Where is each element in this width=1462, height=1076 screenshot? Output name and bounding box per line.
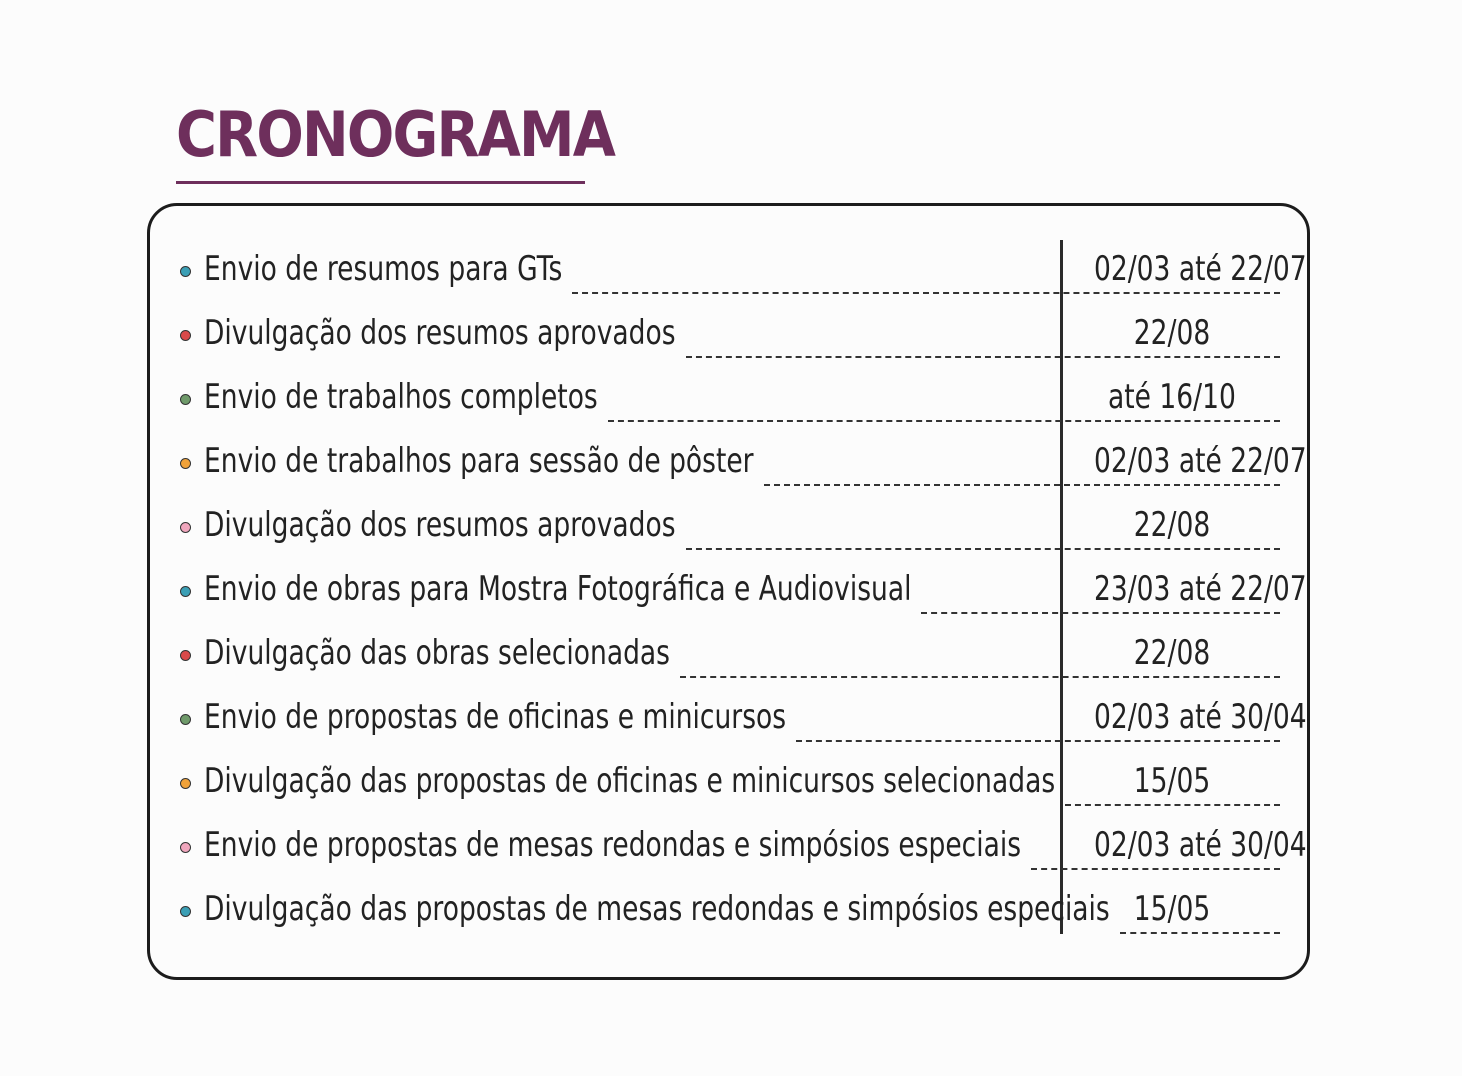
schedule-row — [180, 240, 1307, 304]
schedule-row — [180, 432, 1307, 496]
schedule-item-date — [1064, 824, 1307, 866]
schedule-row — [180, 816, 1307, 880]
title-underline — [176, 181, 585, 184]
bullet-dot-icon — [180, 458, 191, 469]
schedule-row — [180, 560, 1307, 624]
schedule-item-label: Divulgação das propostas de mesas redondas e simpósios especiais — [204, 889, 1110, 929]
bullet-dot-icon — [180, 266, 191, 277]
dotted-leader — [921, 612, 1280, 614]
bullet-dot-icon — [180, 394, 191, 405]
schedule-item-label: Envio de obras para Mostra Fotográfica e Audiovisual — [204, 569, 912, 609]
schedule-item-date — [1064, 568, 1307, 610]
schedule-item-label: Envio de trabalhos para sessão de pôster — [204, 441, 754, 481]
schedule-item-date — [1064, 696, 1307, 738]
page-title: CRONOGRAMA — [176, 98, 615, 171]
schedule-date-text: 22/08 — [1133, 633, 1211, 673]
bullet-dot-icon — [180, 330, 191, 341]
schedule-item-label: Divulgação das obras selecionadas — [204, 633, 670, 673]
dotted-leader — [608, 420, 1280, 422]
bullet-dot-icon — [180, 906, 191, 917]
bullet-dot-icon — [180, 522, 191, 533]
dotted-leader — [686, 548, 1280, 550]
schedule-date-text: 02/03 até 22/07 — [1093, 441, 1307, 481]
schedule-item-date — [1064, 440, 1307, 482]
schedule-row — [180, 304, 1280, 368]
bullet-dot-icon — [180, 714, 191, 725]
schedule-item-label: Envio de resumos para GTs — [204, 249, 563, 289]
schedule-item-label: Divulgação dos resumos aprovados — [204, 313, 676, 353]
schedule-row — [180, 624, 1280, 688]
schedule-row — [180, 688, 1307, 752]
dotted-leader — [796, 740, 1280, 742]
dotted-leader — [686, 356, 1280, 358]
schedule-date-text: 02/03 até 22/07 — [1093, 249, 1307, 289]
schedule-date-text: 22/08 — [1133, 313, 1211, 353]
schedule-row — [180, 752, 1280, 816]
schedule-row — [180, 880, 1280, 944]
schedule-date-text: 23/03 até 22/07 — [1093, 569, 1307, 609]
schedule-item-date — [1064, 312, 1280, 354]
schedule-date-text: até 16/10 — [1108, 377, 1236, 417]
schedule-item-date — [1064, 760, 1280, 802]
bullet-dot-icon — [180, 586, 191, 597]
schedule-date-text: 15/05 — [1133, 889, 1211, 929]
schedule-item-date — [1064, 504, 1280, 546]
schedule-date-text: 02/03 até 30/04 — [1093, 825, 1307, 865]
schedule-date-text: 02/03 até 30/04 — [1093, 697, 1307, 737]
schedule-date-text: 15/05 — [1133, 761, 1211, 801]
schedule-item-label: Divulgação das propostas de oficinas e minicursos selecionadas — [204, 761, 1056, 801]
schedule-date-text: 22/08 — [1133, 505, 1211, 545]
dotted-leader — [764, 484, 1280, 486]
schedule-row — [180, 368, 1280, 432]
schedule-row — [180, 496, 1280, 560]
schedule-item-label: Envio de trabalhos completos — [204, 377, 598, 417]
schedule-item-label: Envio de propostas de oficinas e minicursos — [204, 697, 787, 737]
schedule-item-label: Divulgação dos resumos aprovados — [204, 505, 676, 545]
bullet-dot-icon — [180, 778, 191, 789]
schedule-item-date — [1064, 248, 1307, 290]
schedule-item-label: Envio de propostas de mesas redondas e simpósios especiais — [204, 825, 1022, 865]
schedule-item-date — [1064, 632, 1280, 674]
schedule-item-date — [1064, 376, 1280, 418]
dotted-leader — [680, 676, 1280, 678]
bullet-dot-icon — [180, 650, 191, 661]
dotted-leader — [1031, 868, 1280, 870]
dotted-leader — [1120, 932, 1280, 934]
schedule-item-date — [1064, 888, 1280, 930]
dotted-leader — [572, 292, 1280, 294]
bullet-dot-icon — [180, 842, 191, 853]
dotted-leader — [1065, 804, 1280, 806]
